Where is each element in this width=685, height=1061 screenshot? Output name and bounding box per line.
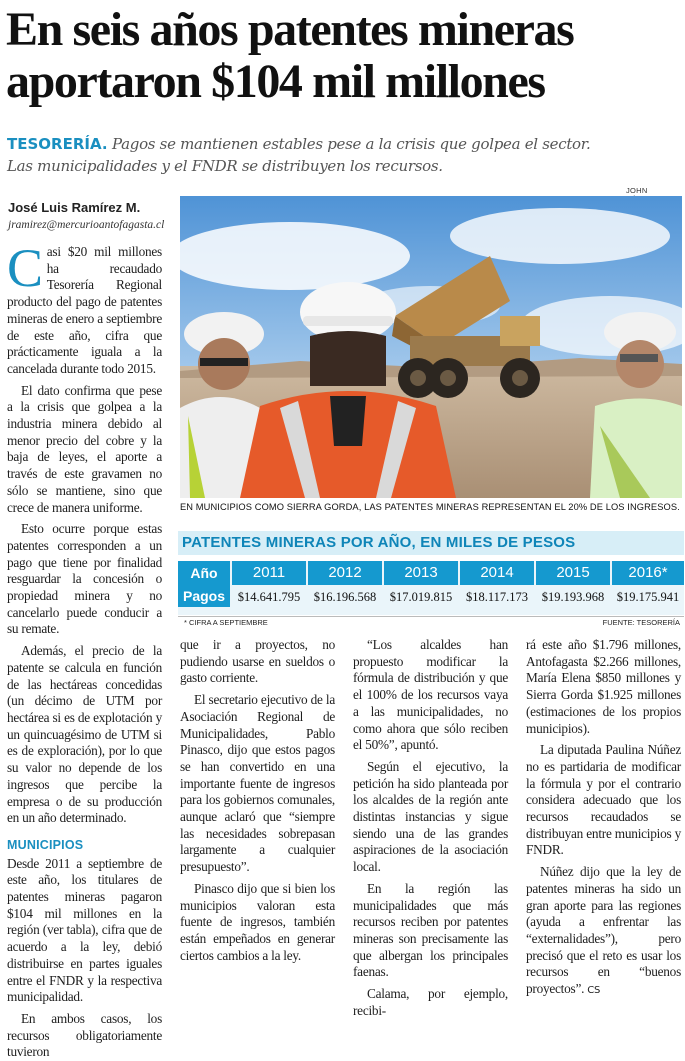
deck-kicker: TESORERÍA.	[7, 135, 108, 153]
mining-scene-illustration	[180, 196, 682, 498]
table-payment-cell: $16.196.568	[313, 590, 377, 604]
table-year-cell: 2016*	[612, 561, 684, 585]
table-label-year: Año	[178, 561, 230, 585]
headline	[6, 4, 681, 108]
article-paragraph: Casi $20 mil millones ha recaudado Tesorería Regional producto del pago de patentes mineras de enero a septiembre de este año, cifra que prácticamente iguala a la cancelada durante todo 2015.	[7, 238, 162, 376]
article-paragraph: que ir a proyectos, no pudiendo usarse en sueldos o gasto corriente.	[180, 637, 335, 686]
photo-credit: JOHN	[626, 186, 648, 195]
table-note: * CIFRA A SEPTIEMBRE	[184, 618, 268, 627]
article-paragraph: El dato confirma que pese a la crisis que golpea a la industria minera debido al menor precio del cobre y la baja de leyes, el aporte a través de este gravamen no sólo se mantiene, sino que crece de manera uniforme.	[7, 382, 162, 515]
article-paragraph: El secretario ejecutivo de la Asociación Regional de Municipalidades, Pablo Pinasco, dijo que estos pagos se han convertido en una importante fuente de ingresos para los gobiernos comunales, aunque aclaró que “siempre las necesidades sobrepasan largamente a cualquier presupuesto”.	[180, 692, 335, 875]
article-paragraph: La diputada Paulina Núñez no es partidaria de modificar la fórmula y por el contrario considera adecuado que los recursos recaudados se distribuyan entre municipios y FNDR.	[526, 742, 681, 858]
drop-cap: C	[7, 238, 43, 298]
table-label-payments: Pagos	[178, 585, 230, 607]
headline-line-1: En seis años patentes mineras	[6, 3, 574, 56]
article-paragraph: Esto ocurre porque estas patentes corresponden a un pago que tiene por finalidad resguardar la concesión o propiedad minera y no cancelarlo puede conducir a su remate.	[7, 521, 162, 637]
table-year-cell: 2014	[460, 561, 534, 585]
deck-line-1: Pagos se mantienen estables pese a la crisis que golpea el sector.	[112, 135, 591, 153]
table-title: PATENTES MINERAS POR AÑO, EN MILES DE PESOS	[178, 531, 684, 555]
table-year-cell: 2015	[536, 561, 610, 585]
patentes-table	[178, 531, 684, 627]
table-body	[178, 561, 684, 615]
table-year-cell: 2011	[232, 561, 306, 585]
end-mark-icon: CS	[587, 985, 601, 997]
article-paragraph: rá este año $1.796 millones, Antofagasta $2.266 millones, María Elena $850 millones y Sierra Gorda $1.925 millones (estimaciones de los propios municipios).	[526, 637, 681, 736]
table-payment-cell: $19.193.968	[541, 590, 605, 604]
deck-line-2: Las municipalidades y el FNDR se distribuyen los recursos.	[7, 157, 443, 175]
deck	[7, 133, 679, 177]
table-payment-cell: $14.641.795	[237, 590, 301, 604]
table-year-cell: 2012	[308, 561, 382, 585]
article-paragraph: Pinasco dijo que si bien los municipios valoran esta fuente de ingresos, también están empeñados en generar ciertos cambios a la ley.	[180, 880, 335, 963]
table-year-cell: 2013	[384, 561, 458, 585]
headline-line-2: aportaron $104 mil millones	[6, 55, 545, 108]
article-paragraph: En ambos casos, los recursos obligatoriamente tuvieron	[7, 1010, 162, 1060]
table-payment-cell: $18.117.173	[465, 590, 529, 604]
article-column-2	[180, 637, 335, 963]
article-column-3	[353, 637, 508, 1018]
table-source: FUENTE: TESORERÍA	[602, 618, 680, 627]
article-paragraph: Según el ejecutivo, la petición ha sido planteada por los alcaldes de la región ante distintas instancias y sigue siendo una de las grandes aspiraciones de la asociación local.	[353, 758, 508, 875]
table-payment-cell: $19.175.941	[616, 590, 680, 604]
article-paragraph: “Los alcaldes han propuesto modificar la fórmula de distribución y que el 100% de los recursos vaya a las municipalidades, no como ahora que sólo reciben el 50%”, apuntó.	[353, 637, 508, 753]
article-paragraph: En la región las municipalidades que más recursos reciben por patentes mineras son precisamente las que albergan los principales faenas.	[353, 880, 508, 980]
article-paragraph: Núñez dijo que la ley de patentes mineras ha sido un gran aporte para las regiones (ayuda a enfrentar las “externalidades”), pero precisó que el reto es usar los recursos en “buenos proyectos”. CS	[526, 864, 681, 997]
news-photo	[180, 196, 682, 498]
photo-caption: EN MUNICIPIOS COMO SIERRA GORDA, LAS PATENTES MINERAS REPRESENTAN EL 20% DE LOS INGRESOS.	[180, 502, 680, 512]
table-payment-cell: $17.019.815	[389, 590, 453, 604]
section-subhead: MUNICIPIOS	[7, 837, 84, 852]
table-footer	[178, 616, 684, 628]
article-paragraph: Además, el precio de la patente se calcula en función de las hectáreas concedidas (un décimo de UTM por hectárea si es de explotación y un quincuagésimo de UTM si es de exploración), por lo que su valor no depende de los ingresos que percibe la empresa o de su producción en un año determinado.	[7, 643, 162, 826]
article-column-1	[7, 238, 162, 1060]
byline-email[interactable]: jramirez@mercurioantofagasta.cl	[8, 219, 165, 231]
byline-author: José Luis Ramírez M.	[8, 200, 141, 215]
article-column-4	[526, 637, 681, 997]
article-paragraph: Calama, por ejemplo, recibi-	[353, 986, 508, 1018]
article-paragraph: Desde 2011 a septiembre de este año, los titulares de patentes mineras pagaron $104 mil millones en la región (ver tabla), cifra que de acuerdo a la ley, debió distribuirse en partes iguales entre el FNDR y la respectiva municipalidad.	[7, 855, 162, 1005]
